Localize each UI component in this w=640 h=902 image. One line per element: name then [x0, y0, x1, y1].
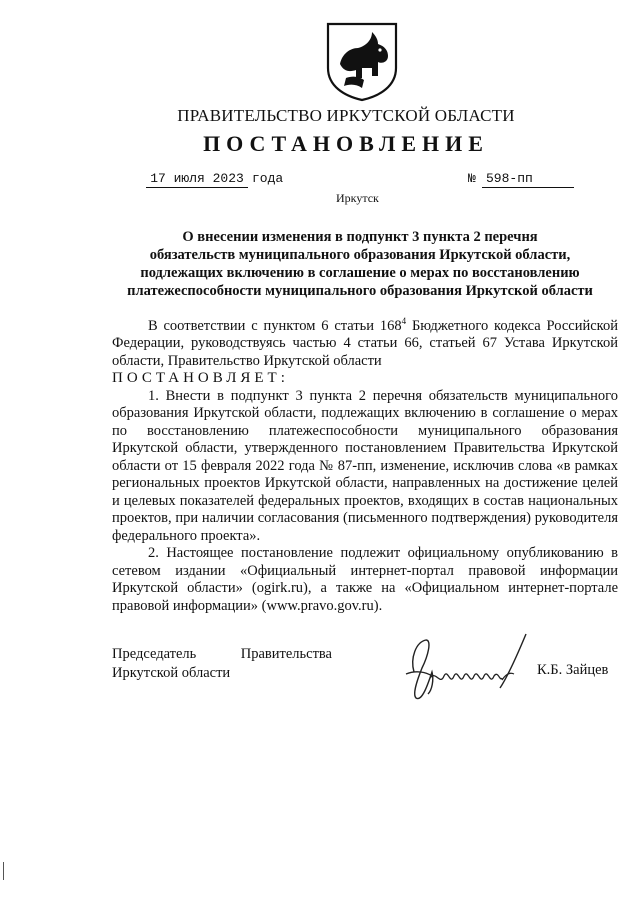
coat-of-arms-emblem — [322, 18, 402, 102]
preamble-paragraph — [112, 313, 618, 370]
preamble-text: В соответствии с пунктом 6 статьи 168 — [148, 317, 402, 334]
decrees-heading: ПОСТАНОВЛЯЕТ: — [112, 370, 289, 387]
document-number: 598-пп — [482, 170, 574, 188]
title-line: О внесении изменения в подпункт 3 пункта 2 перечня — [182, 229, 538, 245]
signatory-title-word: Председатель — [112, 646, 197, 662]
title-line: подлежащих включению в соглашение о мерах по восстановлению — [140, 265, 580, 281]
signatory-title — [112, 645, 332, 683]
margin-mark — [3, 862, 4, 880]
document-type: ПОСТАНОВЛЕНИЕ — [203, 131, 489, 156]
city: Иркутск — [336, 191, 379, 205]
document-body — [112, 313, 618, 615]
item-2-paragraph: 2. Настоящее постановление подлежит официальному опубликованию в сетевом издании «Официальный интернет-портал правовой информации Иркутской области» (ogirk.ru), а также на «Официальном интернет-портале правовой информации» (www.pravo.gov.ru). — [112, 545, 618, 614]
article-superscript: 4 — [401, 316, 407, 326]
document-date: 17 июля 2023 — [146, 170, 248, 188]
document-title — [100, 228, 620, 300]
signatory-name: К.Б. Зайцев — [537, 662, 609, 678]
preamble-text-continued: Бюджетного кодекса Российской Федерации, руководствуясь частью 4 статьи 66, статьей 67 Устава Иркутской области, Правительство Иркутской области — [112, 317, 618, 369]
signatory-title-word: Правительства — [240, 646, 332, 662]
handwritten-signature — [392, 628, 532, 708]
date-suffix: года — [252, 171, 284, 186]
title-line: платежеспособности муниципального образования Иркутской области — [127, 283, 593, 299]
signatory-title-line: Иркутской области — [112, 665, 231, 681]
government-name: ПРАВИТЕЛЬСТВО ИРКУТСКОЙ ОБЛАСТИ — [177, 106, 515, 125]
item-1-paragraph: 1. Внести в подпункт 3 пункта 2 перечня обязательств муниципального образования Иркутской области, подлежащих включению в соглашение о мерах по восстановлению платежеспособности муниципального образования Иркутской области, утвержденного постановлением Правительства Иркутской области от 15 февраля 2022 года № 87-пп, изменение, исключив слова «в рамках региональных проектов Иркутской области, направленных на достижение целей и целевых показателей федеральных проектов, входящих в состав национальных проектов, при наличии согласования (письменного подтверждения) руководителя федерального проекта». — [112, 387, 618, 544]
number-label: № — [468, 171, 476, 186]
title-line: обязательств муниципального образования Иркутской области, — [149, 247, 571, 263]
